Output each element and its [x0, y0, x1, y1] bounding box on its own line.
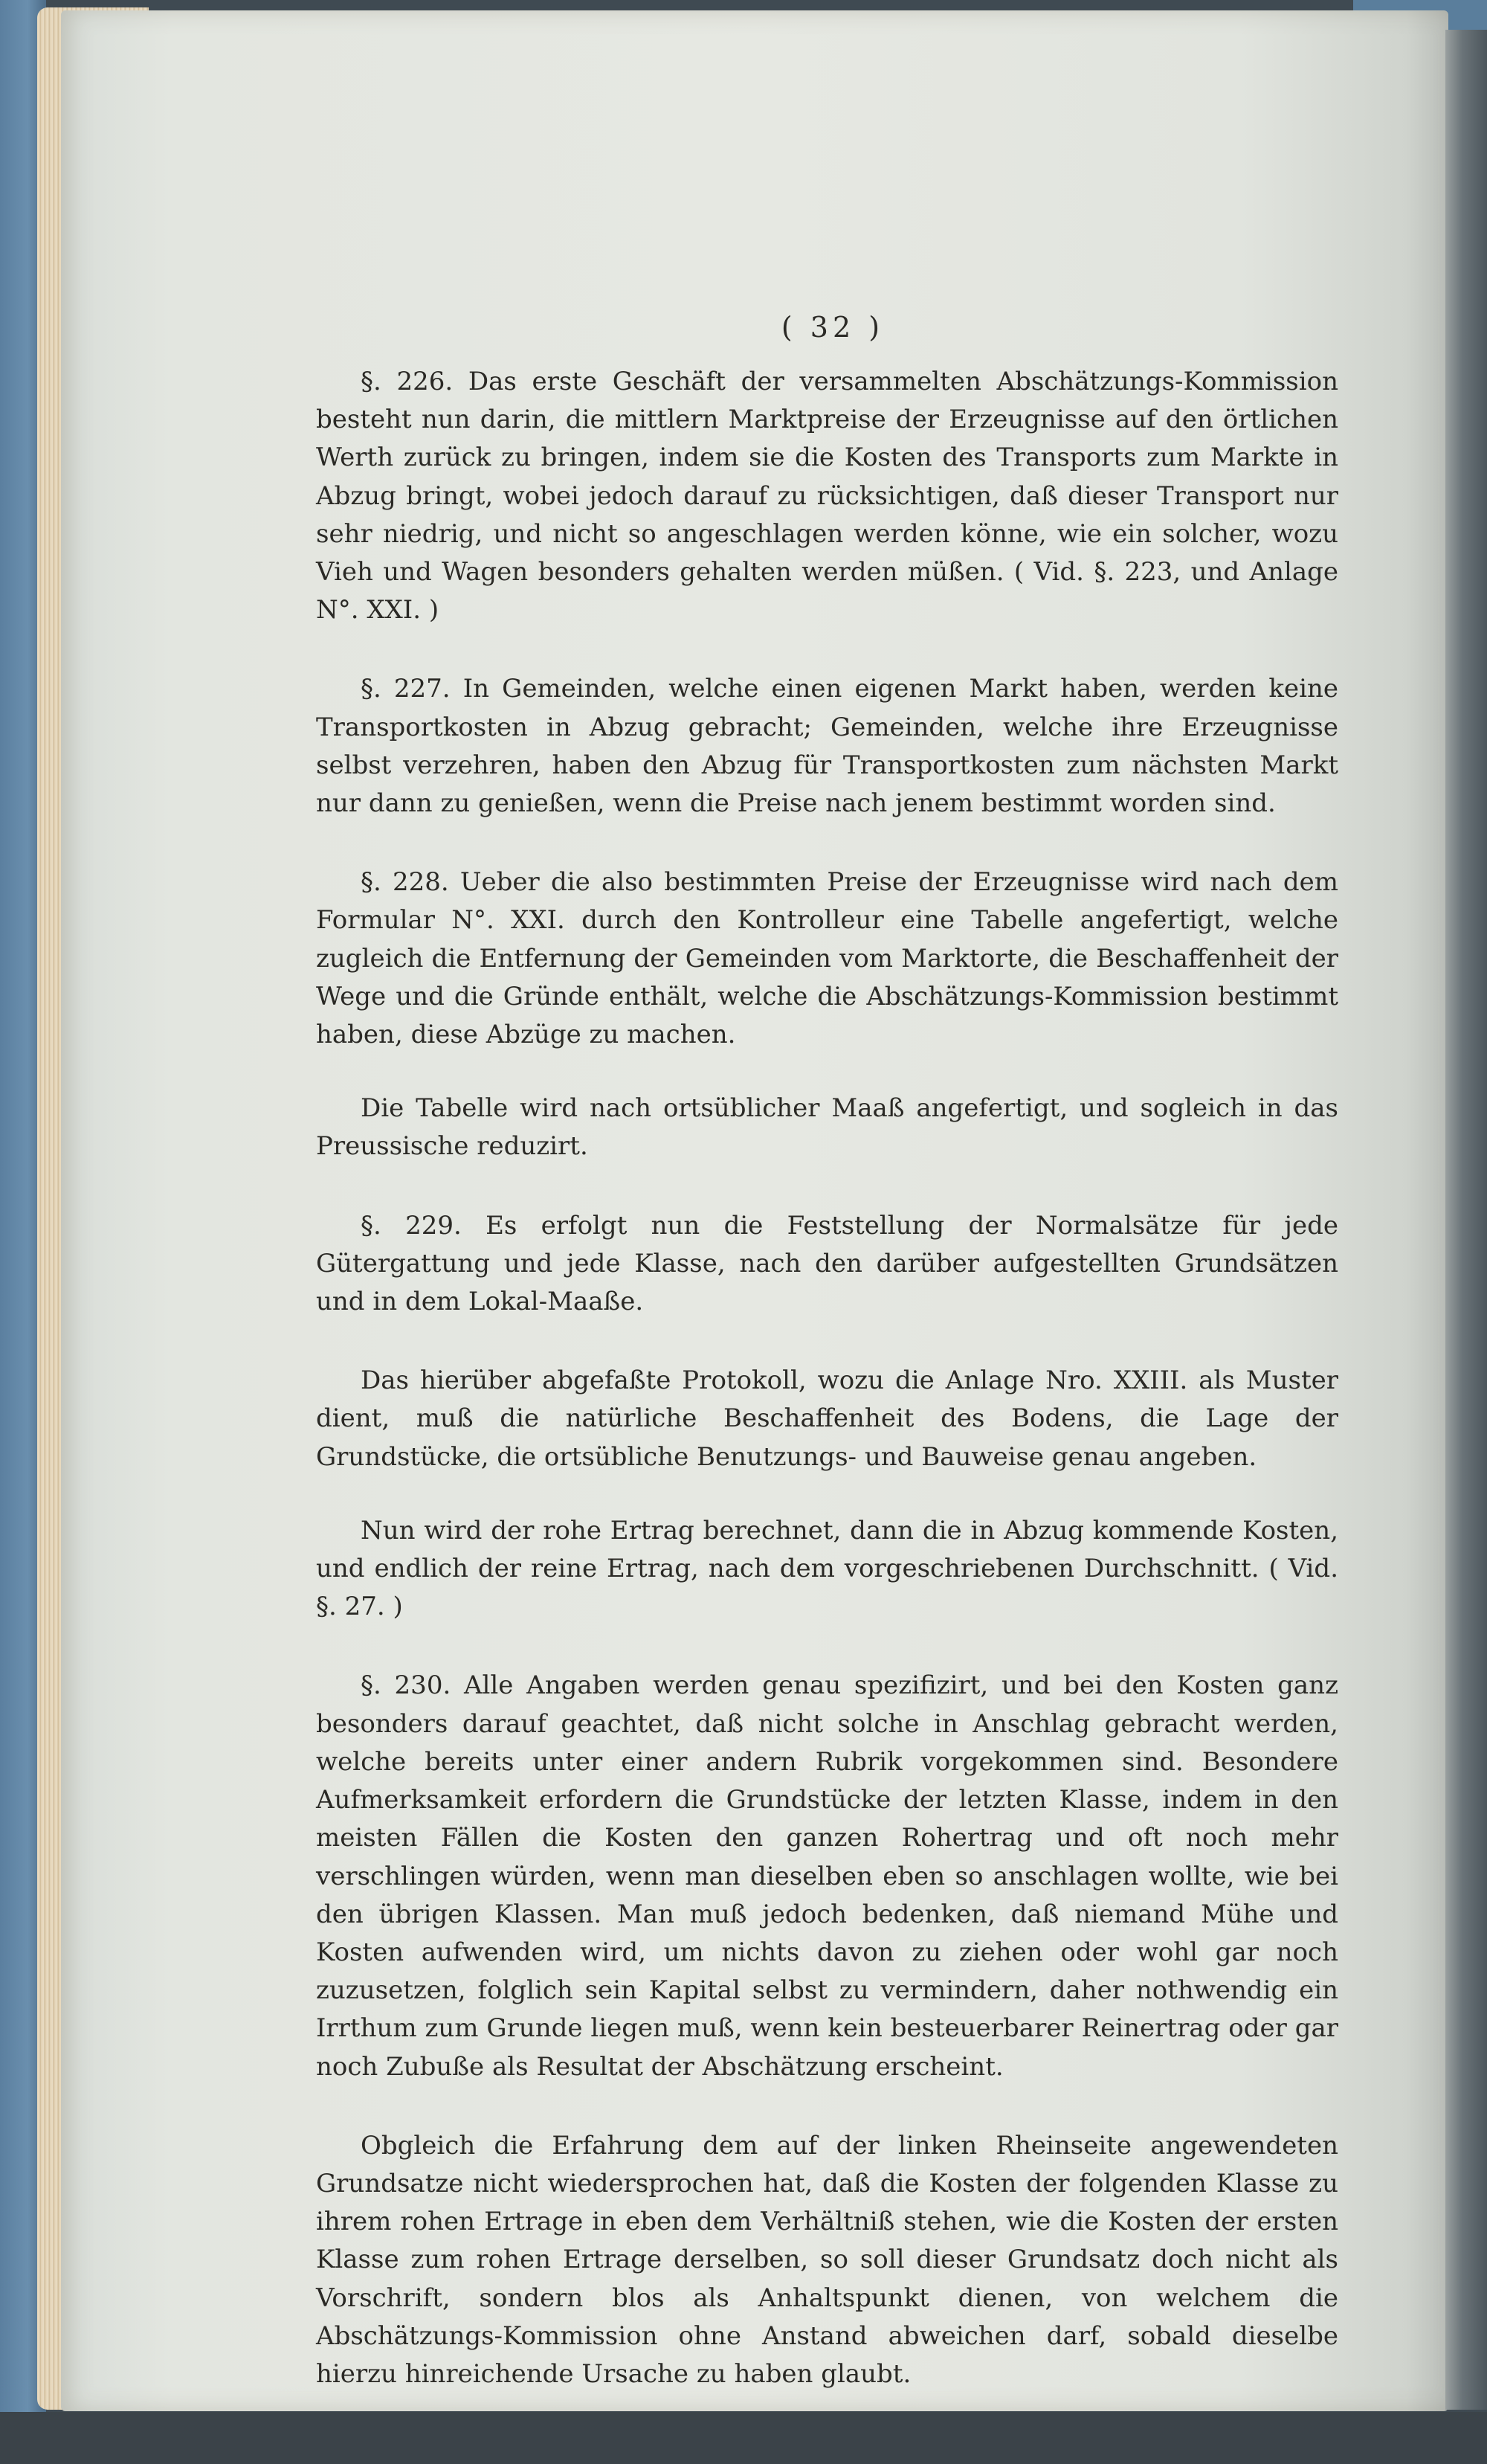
gutter-shadow — [1445, 30, 1487, 2410]
paragraph-tabelle: Die Tabelle wird nach ortsüblicher Maaß angefertigt, und sogleich in das Preussische reduzirt. — [316, 1093, 1338, 1162]
body-text — [316, 363, 1338, 2393]
paragraph-227: §. 227. In Gemeinden, welche einen eigenen Markt haben, werden keine Transportkosten in Abzug gebracht; Gemeinden, welche ihre Erzeugnisse selbst verzehren, haben den Abzug für Transportkosten zum nächsten Markt nur dann zu genießen, wenn die Preise nach jenem bestimmt worden sind. — [316, 674, 1338, 819]
paragraph-226: §. 226. Das erste Geschäft der versammelten Abschätzungs-Kommission besteht nun darin, die mittlern Marktpreise der Erzeugnisse auf den örtlichen Werth zurück zu bringen, indem sie die Kosten des Transports zum Markte in Abzug bringt, wobei jedoch darauf zu rücksichtigen, daß dieser Transport nur sehr niedrig, und nicht so angeschlagen werden könne, wie ein solcher, wozu Vieh und Wagen besonders gehalten werden müßen. ( Vid. §. 223, und Anlage N°. XXI. ) — [316, 367, 1338, 625]
paragraph-230: §. 230. Alle Angaben werden genau spezifizirt, und bei den Kosten ganz besonders darauf geachtet, daß nicht solche in Anschlag gebracht werden, welche bereits unter einer andern Rubrik vorgekommen sind. Besondere Aufmerksamkeit erfordern die Grundstücke der letzten Klasse, indem in den meisten Fällen die Kosten den ganzen Rohertrag und oft noch mehr verschlingen würden, wenn man dieselben eben so anschlagen wollte, wie bei den übrigen Klassen. Man muß jedoch bedenken, daß niemand Mühe und Kosten aufwenden wird, um nichts davon zu ziehen oder wohl gar noch zuzusetzen, folglich sein Kapital selbst zu vermindern, daher nothwendig ein Irrthum zum Grunde liegen muß, wenn kein besteuerbarer Reinertrag oder gar noch Zubuße als Resultat der Abschätzung erscheint. — [316, 1670, 1338, 2082]
paragraph-obgleich: Obgleich die Erfahrung dem auf der linken Rheinseite angewendeten Grundsatze nicht wiedersprochen hat, daß die Kosten der folgenden Klasse zu ihrem rohen Ertrage in eben dem Verhältniß stehen, wie die Kosten der ersten Klasse zum rohen Ertrage derselben, so soll dieser Grundsatz doch nicht als Vorschrift, sondern blos als Anhaltspunkt dienen, von welchem die Abschätzungs-Kommission ohne Anstand abweichen darf, sobald dieselbe hierzu hinreichende Ursache zu haben glaubt. — [316, 2130, 1338, 2389]
paragraph-ertrag: Nun wird der rohe Ertrag berechnet, dann die in Abzug kommende Kosten, und endlich der reine Ertrag, nach dem vorgeschriebenen Durchschnitt. ( Vid. §. 27. ) — [316, 1515, 1338, 1622]
paragraph-protokoll: Das hierüber abgefaßte Protokoll, wozu die Anlage Nro. XXIII. als Muster dient, muß die natürliche Beschaffenheit des Bodens, die Lage der Grundstücke, die ortsübliche Benutzungs- und Bauweise genau angeben. — [316, 1366, 1338, 1472]
scan-background — [0, 2412, 1487, 2464]
page-number: ( 32 ) — [781, 311, 885, 344]
paragraph-229: §. 229. Es erfolgt nun die Feststellung der Normalsätze für jede Gütergattung und jede Klasse, nach den darüber aufgestellten Grundsätzen und in dem Lokal-Maaße. — [316, 1210, 1338, 1317]
paragraph-228: §. 228. Ueber die also bestimmten Preise der Erzeugnisse wird nach dem Formular N°. XXI. durch den Kontrolleur eine Tabelle angefertigt, welche zugleich die Entfernung der Gemeinden vom Marktorte, die Beschaffenheit der Wege und die Gründe enthält, welche die Abschätzungs-Kommission bestimmt haben, diese Abzüge zu machen. — [316, 867, 1338, 1050]
